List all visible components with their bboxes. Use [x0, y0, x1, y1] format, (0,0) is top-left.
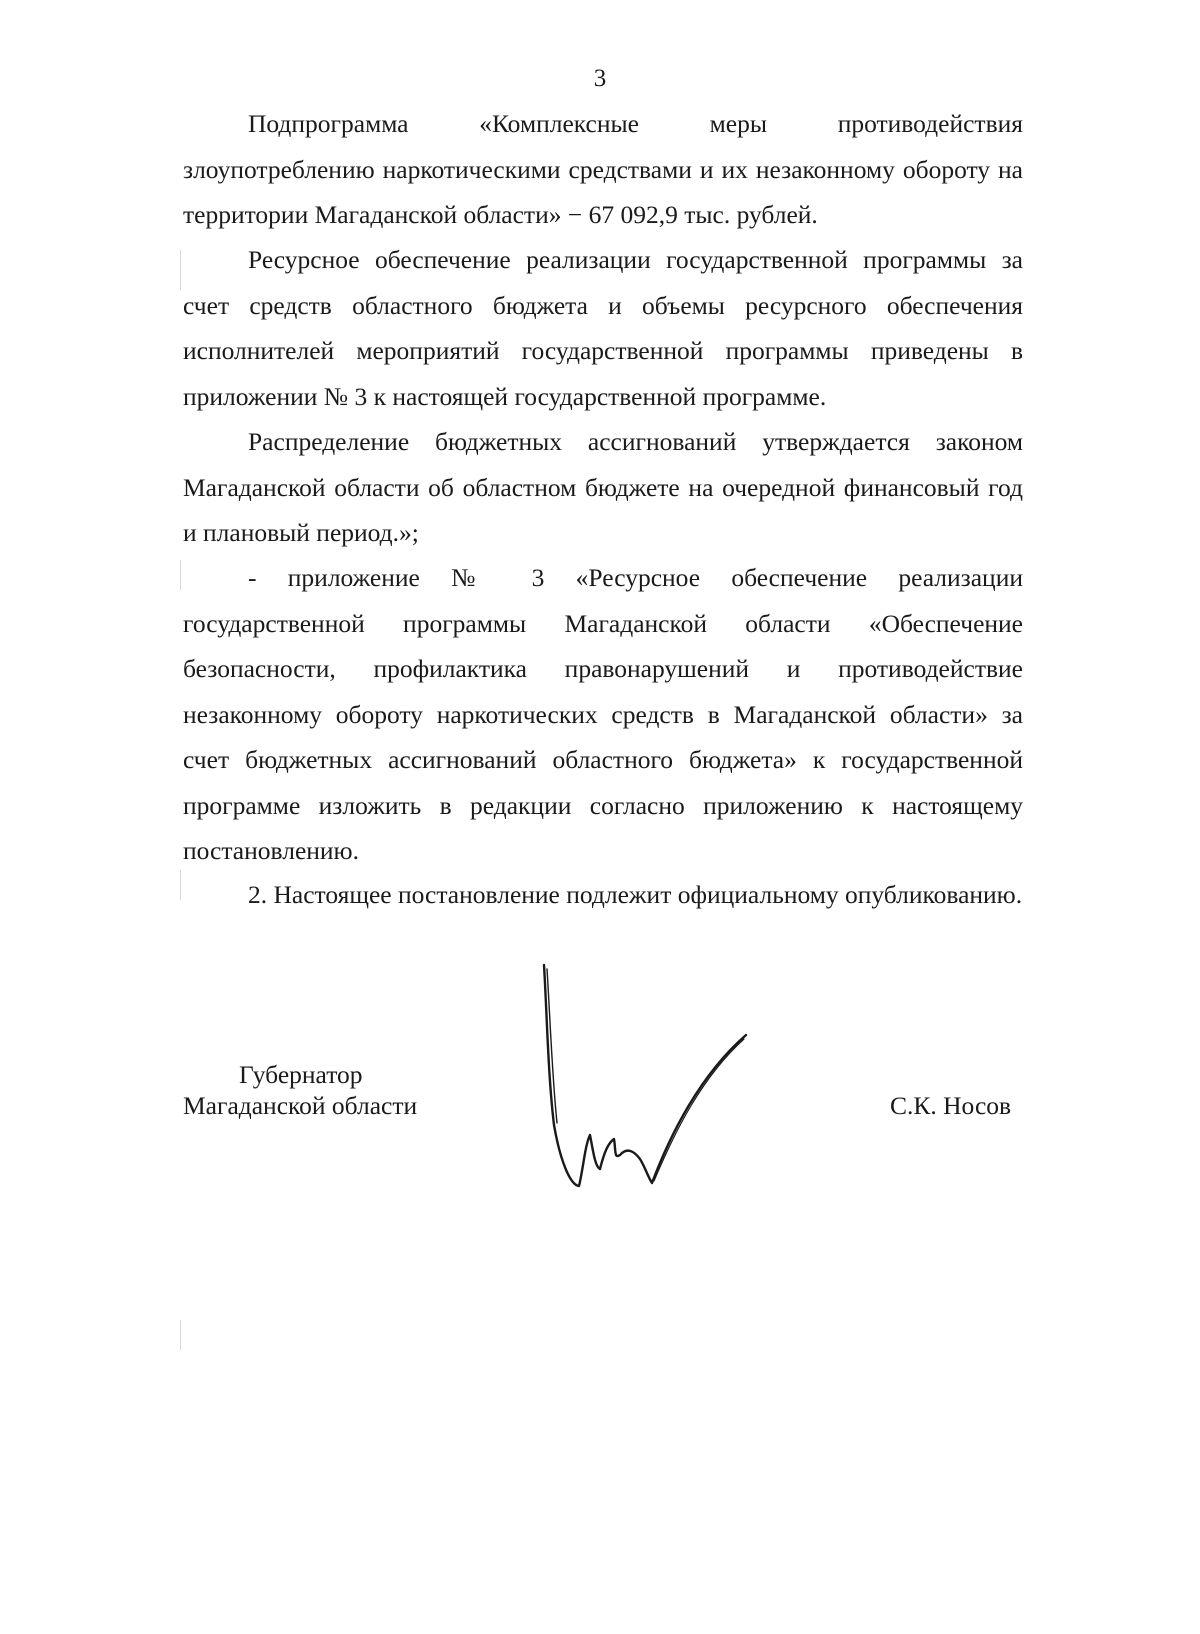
scan-artifact: [180, 870, 181, 900]
scan-artifact: [180, 250, 181, 290]
body-text-section: [183, 872, 1023, 918]
scan-artifact: [180, 1320, 181, 1350]
page-number: 3: [593, 65, 607, 92]
paragraph-resource-provision: Ресурсное обеспечение реализации государственной программы за счет средств областного бюджета и объемы ресурсного обеспечения исполнителей мероприятий государственной программы приведены в приложении № 3 к настоящей государственной программе.: [183, 245, 1023, 411]
paragraph-appendix-amendment: - приложение № 3 «Ресурсное обеспечение реализации государственной программы Магаданской области «Обеспечение безопасности, профилактика правонарушений и противодействие незаконному обороту наркотических средств в Магаданской области» за счет бюджетных ассигнований областного бюджета» к государственной программе изложить в редакции согласно приложению к настоящему постановлению.: [183, 563, 1023, 865]
scan-artifact: [180, 560, 181, 590]
handwritten-signature: [530, 955, 770, 1195]
body-text-section: [183, 419, 1023, 556]
body-text-section: [183, 555, 1023, 874]
signatory-name: С.К. Носов: [890, 1091, 1012, 1120]
body-text-section: [183, 101, 1023, 238]
paragraph-budget-distribution: Распределение бюджетных ассигнований утверждается законом Магаданской области об областном бюджете на очередной финансовый год и плановый период.»;: [183, 427, 1023, 547]
signatory-region: Магаданской области: [183, 1091, 418, 1120]
paragraph-publication-clause: 2. Настоящее постановление подлежит официальному опубликованию.: [248, 880, 1023, 909]
body-text-section: [183, 237, 1023, 419]
paragraph-subprogram-funding: Подпрограмма «Комплексные меры противодействия злоупотреблению наркотическими средствами и их незаконному обороту на территории Магаданской области» − 67 092,9 тыс. рублей.: [183, 109, 1023, 229]
signatory-title: Губернатор: [239, 1060, 363, 1089]
signatory-position: [183, 1059, 417, 1121]
